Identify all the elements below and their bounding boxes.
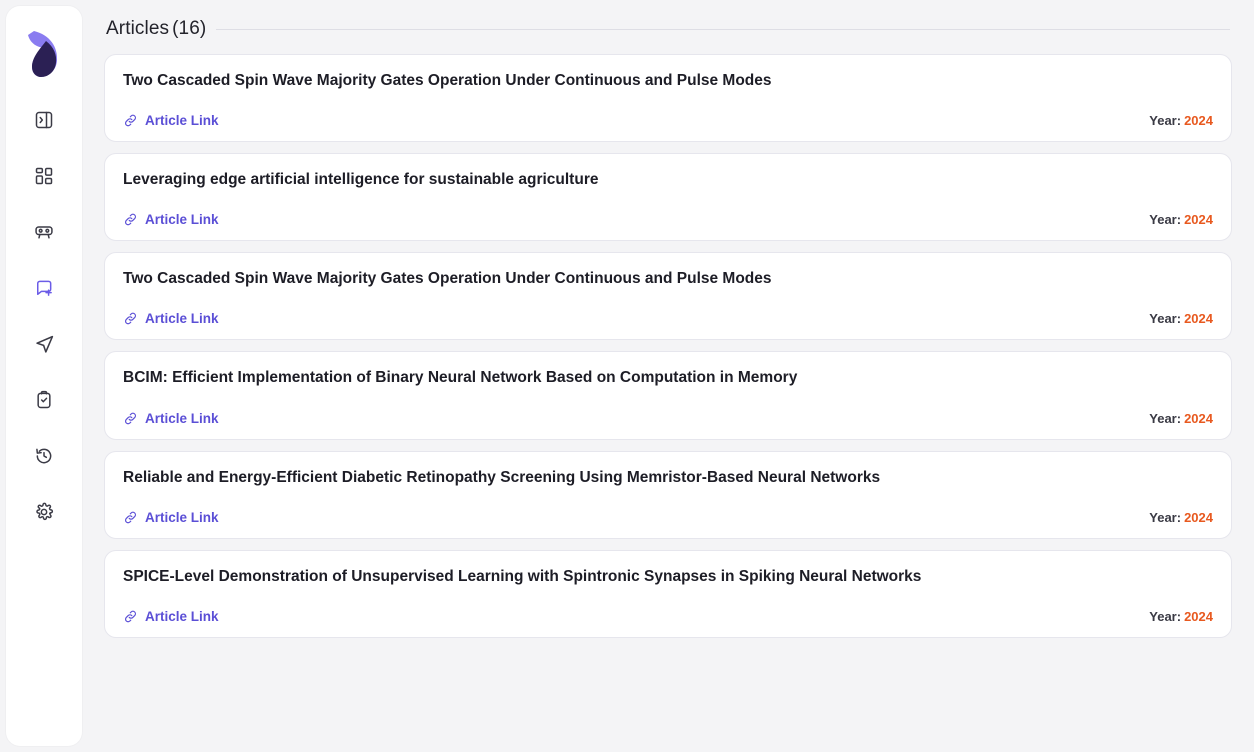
article-card-footer bbox=[123, 510, 1213, 525]
article-year bbox=[1149, 411, 1213, 426]
article-year bbox=[1149, 311, 1213, 326]
year-value: 2024 bbox=[1184, 113, 1213, 129]
year-label: Year: bbox=[1149, 509, 1182, 525]
article-link[interactable] bbox=[123, 113, 219, 128]
article-card-footer bbox=[123, 113, 1213, 128]
article-card-footer bbox=[123, 311, 1213, 326]
article-link[interactable] bbox=[123, 411, 219, 426]
article-link-label: Article Link bbox=[145, 113, 219, 129]
article-list bbox=[104, 54, 1232, 642]
link-chain-icon bbox=[123, 411, 138, 426]
article-card[interactable] bbox=[104, 451, 1232, 539]
article-title: Leveraging edge artificial intelligence for sustainable agriculture bbox=[123, 171, 599, 189]
article-link[interactable] bbox=[123, 311, 219, 326]
article-year bbox=[1149, 113, 1213, 128]
article-title: Reliable and Energy-Efficient Diabetic Retinopathy Screening Using Memristor-Based Neural Networks bbox=[123, 468, 881, 486]
main-content bbox=[82, 0, 1254, 752]
send-icon[interactable] bbox=[24, 324, 64, 364]
link-chain-icon bbox=[123, 609, 138, 624]
article-card[interactable] bbox=[104, 351, 1232, 439]
year-value: 2024 bbox=[1184, 212, 1213, 228]
year-label: Year: bbox=[1149, 311, 1182, 327]
section-header bbox=[104, 16, 1232, 40]
article-title: Two Cascaded Spin Wave Majority Gates Operation Under Continuous and Pulse Modes bbox=[123, 72, 772, 89]
article-card[interactable] bbox=[104, 252, 1232, 340]
article-card-footer bbox=[123, 411, 1213, 426]
article-card[interactable] bbox=[104, 54, 1232, 142]
add-comment-icon[interactable] bbox=[24, 268, 64, 308]
database-icon[interactable] bbox=[24, 212, 64, 252]
year-label: Year: bbox=[1149, 410, 1182, 426]
article-year bbox=[1149, 510, 1213, 525]
app-logo[interactable] bbox=[21, 24, 67, 82]
article-link-label: Article Link bbox=[145, 410, 219, 426]
article-link-label: Article Link bbox=[145, 311, 219, 327]
article-link-label: Article Link bbox=[145, 212, 219, 228]
article-year bbox=[1149, 609, 1213, 624]
gear-icon[interactable] bbox=[24, 492, 64, 532]
article-title: BCIM: Efficient Implementation of Binary Neural Network Based on Computation in Memory bbox=[123, 369, 798, 387]
page-title bbox=[106, 18, 206, 40]
article-link-label: Article Link bbox=[145, 509, 219, 525]
year-label: Year: bbox=[1149, 608, 1182, 624]
dashboard-grid-icon[interactable] bbox=[24, 156, 64, 196]
header-divider bbox=[216, 29, 1230, 30]
clipboard-check-icon[interactable] bbox=[24, 380, 64, 420]
link-chain-icon bbox=[123, 212, 138, 227]
article-title: Two Cascaded Spin Wave Majority Gates Operation Under Continuous and Pulse Modes bbox=[123, 270, 772, 288]
section-title-text: Articles bbox=[106, 18, 170, 39]
article-link-label: Article Link bbox=[145, 608, 219, 624]
article-link[interactable] bbox=[123, 609, 219, 624]
article-link[interactable] bbox=[123, 510, 219, 525]
year-value: 2024 bbox=[1184, 608, 1213, 624]
article-card[interactable] bbox=[104, 153, 1232, 241]
article-year bbox=[1149, 212, 1213, 227]
article-card[interactable] bbox=[104, 550, 1232, 638]
article-link[interactable] bbox=[123, 212, 219, 227]
link-chain-icon bbox=[123, 113, 138, 128]
article-count: (16) bbox=[172, 18, 207, 39]
article-title: SPICE-Level Demonstration of Unsupervised Learning with Spintronic Synapses in Spiking Neural Networks bbox=[123, 567, 922, 585]
sidebar bbox=[6, 6, 82, 746]
link-chain-icon bbox=[123, 510, 138, 525]
article-card-footer bbox=[123, 212, 1213, 227]
year-label: Year: bbox=[1149, 212, 1182, 228]
panel-toggle-icon[interactable] bbox=[24, 100, 64, 140]
year-value: 2024 bbox=[1184, 410, 1213, 426]
article-card-footer bbox=[123, 609, 1213, 624]
year-value: 2024 bbox=[1184, 311, 1213, 327]
year-label: Year: bbox=[1149, 113, 1182, 129]
history-icon[interactable] bbox=[24, 436, 64, 476]
year-value: 2024 bbox=[1184, 509, 1213, 525]
link-chain-icon bbox=[123, 311, 138, 326]
